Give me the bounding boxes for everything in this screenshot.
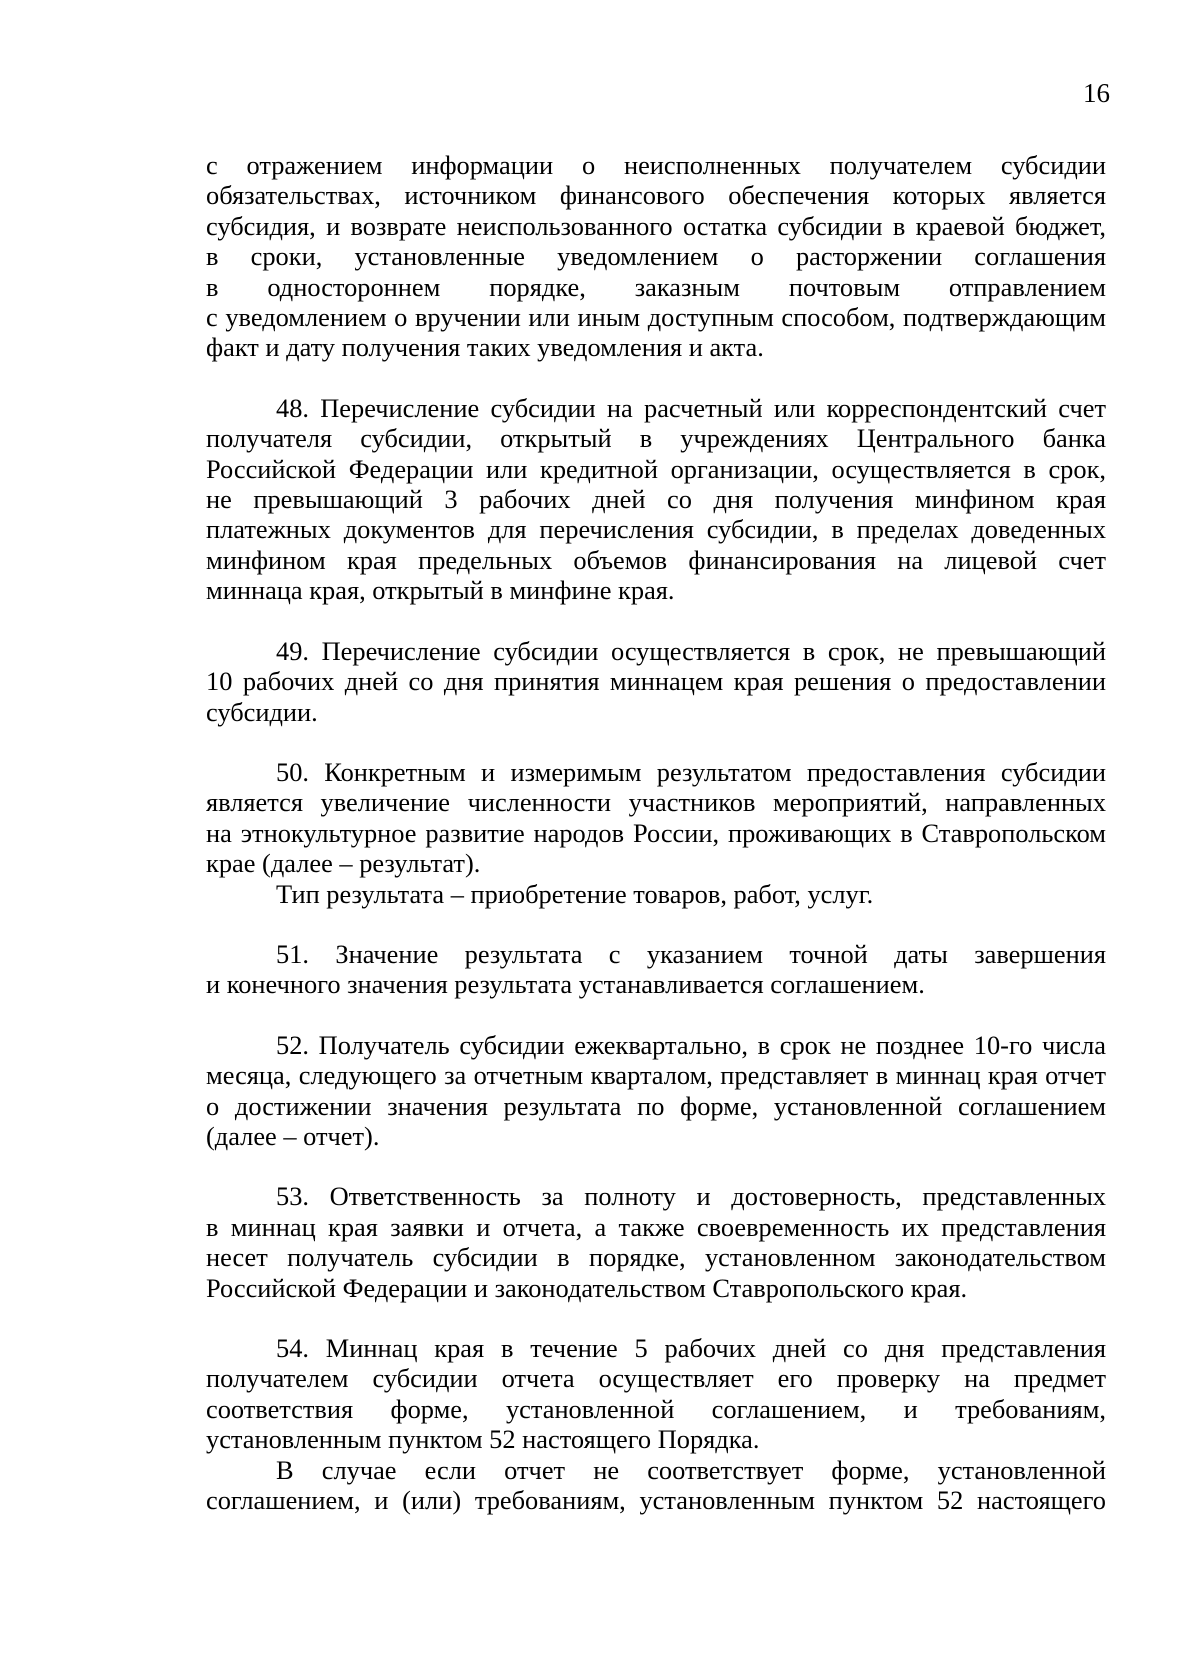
text-line: факт и дату получения таких уведомления и акта.	[206, 332, 764, 363]
paragraph-50-result-type	[206, 879, 1106, 909]
paragraph-48	[206, 393, 1106, 606]
text-line: Российской Федерации или кредитной организации, осуществляется в срок,	[206, 453, 1106, 484]
text-line: установленным пунктом 52 настоящего Порядка.	[206, 1424, 760, 1455]
paragraph-53	[206, 1181, 1106, 1303]
text-line: 54. Миннац края в течение 5 рабочих дней со дня представления	[276, 1333, 1106, 1363]
text-line: является увеличение численности участников мероприятий, направленных	[206, 787, 1106, 818]
text-line: с уведомлением о вручении или иным доступным способом, подтверждающим	[206, 302, 1106, 333]
text-line: Российской Федерации и законодательством Ставропольского края.	[206, 1272, 968, 1303]
text-line: платежных документов для перечисления субсидии, в пределах доведенных	[206, 514, 1106, 545]
text-line: соглашением, и (или) требованиям, установленным пунктом 52 настоящего	[206, 1485, 1106, 1516]
text-line: субсидия, и возврате неиспользованного остатка субсидии в краевой бюджет,	[206, 210, 1106, 241]
text-line: месяца, следующего за отчетным кварталом, представляет в миннац края отчет	[206, 1060, 1106, 1091]
text-line: получателя субсидии, открытый в учреждениях Центрального банка	[206, 423, 1106, 454]
text-line: 50. Конкретным и измеримым результатом предоставления субсидии	[276, 756, 1106, 787]
text-line: не превышающий 3 рабочих дней со дня получения минфином края	[206, 484, 1106, 515]
paragraph-50	[206, 757, 1106, 879]
paragraph-49	[206, 636, 1106, 727]
text-line: миннаца края, открытый в минфине края.	[206, 575, 675, 606]
text-line: с отражением информации о неисполненных получателем субсидии	[206, 150, 1106, 180]
text-line: соответствия форме, установленной соглашением, и требованиям,	[206, 1393, 1106, 1424]
text-line: крае (далее – результат).	[206, 848, 481, 879]
paragraph-51	[206, 939, 1106, 1000]
text-line: обязательствах, источником финансового обеспечения которых является	[206, 180, 1106, 211]
text-line: на этнокультурное развитие народов России, проживающих в Ставропольском	[206, 817, 1106, 848]
text-line: 52. Получатель субсидии ежеквартально, в срок не позднее 10-го числа	[276, 1029, 1106, 1060]
text-line: получателем субсидии отчета осуществляет его проверку на предмет	[206, 1363, 1106, 1394]
text-line: 49. Перечисление субсидии осуществляется в срок, не превышающий	[276, 635, 1106, 666]
text-line: 10 рабочих дней со дня принятия миннацем края решения о предоставлении	[206, 666, 1106, 697]
text-line: в сроки, установленные уведомлением о расторжении соглашения	[206, 241, 1106, 272]
text-line: о достижении значения результата по форме, установленной соглашением	[206, 1090, 1106, 1121]
text-line: 51. Значение результата с указанием точной даты завершения	[276, 938, 1106, 969]
text-line: в миннац края заявки и отчета, а также своевременность их представления	[206, 1211, 1106, 1242]
text-line: Тип результата – приобретение товаров, работ, услуг.	[276, 878, 874, 909]
page-number: 16	[1083, 78, 1110, 108]
document-body	[206, 150, 1106, 1515]
text-line: несет получатель субсидии в порядке, установленном законодательством	[206, 1242, 1106, 1273]
text-line: и конечного значения результата устанавливается соглашением.	[206, 969, 925, 1000]
paragraph-continuation	[206, 150, 1106, 363]
text-line: в одностороннем порядке, заказным почтовым отправлением	[206, 271, 1106, 302]
text-line: субсидии.	[206, 696, 318, 727]
text-line: (далее – отчет).	[206, 1120, 380, 1151]
paragraph-54	[206, 1333, 1106, 1455]
text-line: 48. Перечисление субсидии на расчетный или корреспондентский счет	[276, 392, 1106, 423]
paragraph-52	[206, 1030, 1106, 1152]
text-line: минфином края предельных объемов финансирования на лицевой счет	[206, 544, 1106, 575]
text-line: 53. Ответственность за полноту и достоверность, представленных	[276, 1181, 1106, 1212]
text-line: В случае если отчет не соответствует форме, установленной	[276, 1454, 1106, 1485]
paragraph-54-case	[206, 1455, 1106, 1516]
